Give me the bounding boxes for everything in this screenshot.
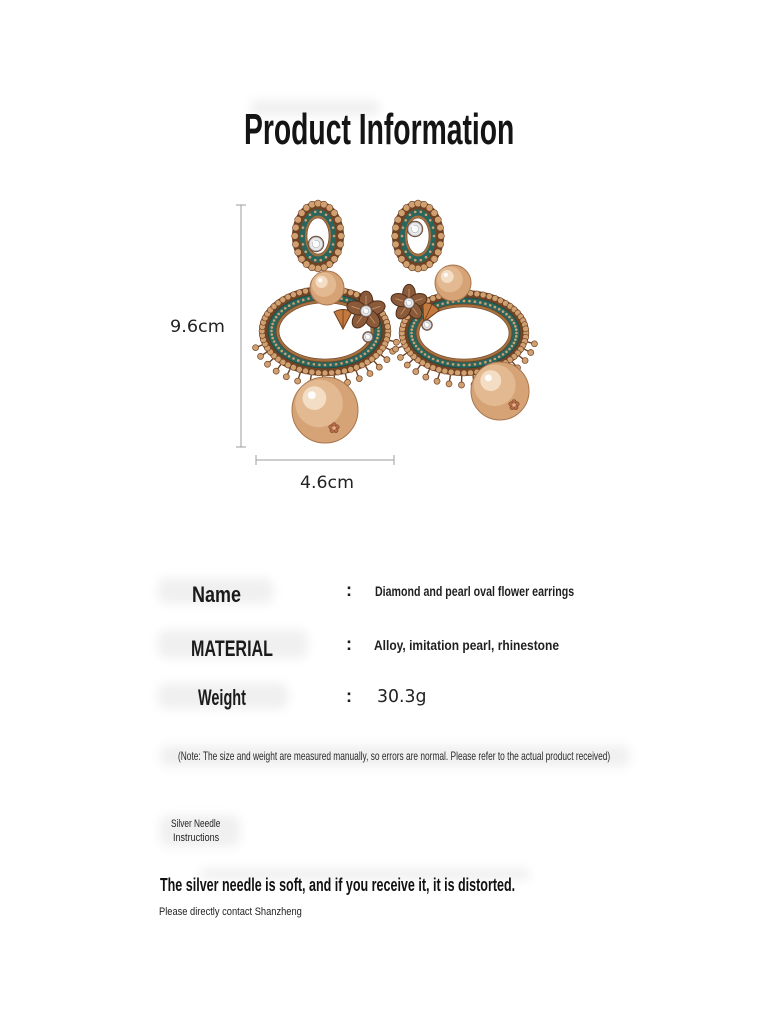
right-earring-hoop-dot: [502, 310, 505, 313]
spec-separator: :: [346, 579, 352, 600]
spec-label: Weight: [198, 685, 246, 711]
left-earring-hoop-fringe-bead: [384, 357, 390, 363]
right-earring-flower-crystal: [403, 297, 415, 309]
left-earring-hoop-dot: [288, 355, 291, 358]
left-earring-stud-bead: [315, 265, 322, 272]
left-earring-flower-crystal: [360, 305, 373, 318]
left-earring-stud-bead: [331, 210, 338, 217]
left-earring-hoop-fringe-bead: [376, 364, 382, 370]
page-title: Product Information: [244, 105, 515, 154]
right-earring-stud-dot: [419, 259, 422, 262]
right-earring-stud-bead: [421, 264, 428, 271]
left-earring-hoop-dot: [273, 319, 276, 322]
right-earring-stud-dot: [433, 235, 436, 238]
right-earring-hoop-dot: [463, 364, 466, 367]
left-earring-stud-dot: [332, 226, 335, 229]
right-earring-hoop-dot: [513, 342, 516, 345]
left-earring-hoop-dot: [377, 333, 380, 336]
right-earring-hoop-dot: [498, 355, 501, 358]
right-earring-stud-dot: [429, 219, 432, 222]
right-earring-hoop-dot: [479, 362, 482, 365]
left-earring-hoop-fringe-bead: [356, 376, 362, 382]
right-earring-rhinestone: [421, 319, 432, 330]
right-earring-hoop-dot: [515, 332, 518, 335]
left-earring-hoop-dot: [355, 357, 358, 360]
right-earring-stud: [392, 200, 445, 272]
left-earring-small-pearl: [310, 271, 344, 305]
spec-label: Name: [192, 582, 241, 608]
right-earring-stud-dot: [414, 211, 417, 214]
right-earring-stud-dot: [409, 256, 412, 259]
left-earring-rhinestone-sparkle: [366, 335, 368, 337]
left-earring-hoop-dot: [318, 364, 321, 367]
right-earring-stud-dot: [425, 213, 428, 216]
right-earring-rhinestone-sparkle: [425, 323, 427, 325]
right-earring-hoop-fringe-bead: [531, 341, 537, 347]
left-earring-hoop-dot: [277, 313, 280, 316]
right-earring-stud-dot: [404, 219, 407, 222]
left-earring-hoop-bead: [329, 370, 335, 376]
right-earring-hoop-fringe-bead: [404, 362, 410, 368]
right-earring-hoop-dot: [411, 325, 414, 328]
left-earring-stud-dot: [329, 219, 332, 222]
left-earring-hoop-dot: [284, 307, 287, 310]
right-earring-hoop-dot: [413, 322, 416, 325]
left-earring-stud-dot: [333, 235, 336, 238]
left-earring-stud-dot: [329, 250, 332, 253]
height-label: 9.6cm: [170, 317, 225, 337]
left-earring-stud-dot: [304, 250, 307, 253]
left-earring-big-pearl-highlight: [308, 391, 316, 399]
right-earring-hoop-dot: [515, 328, 518, 331]
right-earring-hoop-dot: [415, 345, 418, 348]
right-earring: [389, 200, 537, 420]
left-earring-hoop-fringe-bead: [393, 339, 399, 345]
left-earring-pearl-cap-center: [332, 426, 336, 430]
left-earring-hoop-bead: [303, 368, 309, 374]
left-earring-stud-bead: [337, 241, 344, 248]
right-earring-stud-bead: [415, 200, 422, 207]
right-earring-hoop-dot: [511, 345, 514, 348]
right-earring-hoop-dot: [463, 300, 466, 303]
right-earring-hoop-dot: [410, 335, 413, 338]
contact-text: Please directly contact Shanzheng: [159, 905, 302, 918]
right-earring-stud-dot: [432, 243, 435, 246]
left-earring-hoop-dot: [271, 337, 274, 340]
right-earring-hoop-fringe-bead: [522, 358, 528, 364]
right-earring-stud-dot: [419, 211, 422, 214]
right-earring-hoop-bead: [486, 293, 492, 299]
left-earring-stud-bead: [298, 256, 305, 263]
right-earring-stud-bead: [437, 224, 444, 231]
left-earring-hoop-bead: [315, 370, 321, 376]
left-earring-stud-bead: [338, 233, 345, 240]
right-earring-hoop-dot: [508, 316, 511, 319]
left-earring-stud-dot: [304, 219, 307, 222]
left-earring-hoop-dot: [275, 316, 278, 319]
right-earring-hoop-bead: [455, 370, 461, 376]
left-earring-hoop-dot: [329, 364, 332, 367]
spec-value: Diamond and pearl oval flower earrings: [375, 583, 575, 600]
right-earring-hoop-dot: [428, 355, 431, 358]
left-earring-hoop-bead: [335, 369, 341, 375]
spec-value: 30.3g: [377, 686, 427, 708]
right-earring-hoop-dot: [436, 304, 439, 307]
left-earring-small-pearl-highlight: [318, 278, 322, 282]
right-earring-hoop-dot: [484, 302, 487, 305]
left-earring-stud-bead: [295, 216, 302, 223]
left-earring-stud-bead: [292, 233, 299, 240]
right-earring-hoop-dot: [508, 348, 511, 351]
right-earring-hoop-dot: [411, 338, 414, 341]
spec-label: MATERIAL: [191, 636, 274, 662]
right-earring-hoop-fringe-bead: [458, 382, 464, 388]
left-earring-stud-dot: [325, 256, 328, 259]
left-earring-hoop-bead: [296, 290, 302, 296]
right-earring-hoop-bead: [436, 367, 442, 373]
left-earring-hoop-dot: [270, 326, 273, 329]
right-earring-hoop-dot: [494, 306, 497, 309]
left-earring-stud-crystal: [308, 236, 324, 252]
right-earring-stud-crystal: [407, 221, 423, 237]
right-earring-stud-dot: [402, 243, 405, 246]
left-earring-stud-dot: [309, 213, 312, 216]
left-earring-hoop-bead: [291, 364, 297, 370]
left-earring-hoop-fringe-bead: [258, 353, 264, 359]
right-earring-hoop-bead: [492, 295, 498, 301]
left-earring-stud-dot: [314, 211, 317, 214]
right-earring-hoop-dot: [479, 301, 482, 304]
left-earring-hoop-dot: [370, 347, 373, 350]
right-earring-stud-crystal-sparkle: [412, 225, 415, 228]
left-earring-hoop-dot: [340, 362, 343, 365]
right-earring-big-pearl: [471, 362, 529, 420]
right-earring-stud-bead: [392, 224, 399, 231]
left-earring-hoop-bead: [354, 292, 360, 298]
left-earring-stud-dot: [301, 235, 304, 238]
right-earring-hoop-fringe-bead: [446, 381, 452, 387]
left-earring-hoop-dot: [280, 350, 283, 353]
right-earring-stud-bead: [409, 201, 416, 208]
right-earring-hoop-dot: [474, 363, 477, 366]
height-dimension-line: [236, 205, 246, 447]
left-earring-hoop-bead: [303, 288, 309, 294]
right-earring-hoop-dot: [410, 332, 413, 335]
left-earring-stud-bead: [337, 224, 344, 231]
right-earring-hoop-bead: [430, 365, 436, 371]
left-earring-small-pearl-glow: [315, 276, 327, 288]
left-earring-hoop-dot: [270, 330, 273, 333]
left-earring-stud-dot: [314, 259, 317, 262]
left-earring-hoop-dot: [280, 310, 283, 313]
right-earring-hoop-bead: [442, 368, 448, 374]
left-earring-stud-bead: [292, 224, 299, 231]
left-earring-hoop-dot: [302, 361, 305, 364]
left-earring-hoop-bead: [291, 292, 297, 298]
right-earring-hoop-dot: [514, 338, 517, 341]
left-earring-hoop-fringe-bead: [283, 374, 289, 380]
right-earring-flower-crystal-sparkle: [407, 300, 409, 302]
right-earring-stud-dot: [409, 213, 412, 216]
silver-needle-title-line2: Instructions: [173, 831, 220, 844]
right-earring-stud-bead: [415, 265, 422, 272]
right-earring-hoop-dot: [474, 300, 477, 303]
right-earring-hoop-dot: [436, 359, 439, 362]
left-earring-hoop-dot: [270, 333, 273, 336]
right-earring-stud-dot: [432, 226, 435, 229]
right-earring-hoop-fringe-bead: [413, 369, 419, 375]
right-earring-hoop-dot: [484, 361, 487, 364]
right-earring-hoop-dot: [417, 348, 420, 351]
right-earring-small-pearl-glow: [441, 270, 454, 283]
left-earring-stud-bead: [315, 200, 322, 207]
left-earring-stud-bead: [292, 241, 299, 248]
right-earring-hoop-bead: [448, 369, 454, 375]
right-earring-stud-bead: [392, 233, 399, 240]
right-earring-stud-dot: [425, 256, 428, 259]
left-earring-stud-crystal-sparkle: [313, 240, 316, 243]
right-earring-stud-bead: [398, 256, 405, 263]
left-earring-hoop-fringe-bead: [295, 378, 301, 384]
left-earring-hoop-dot: [377, 330, 380, 333]
left-earring-hoop-dot: [297, 359, 300, 362]
right-earring-hoop-fringe-bead: [397, 354, 403, 360]
left-earring-stud-dot: [332, 243, 335, 246]
right-earring-stud-bead: [438, 233, 445, 240]
left-earring-hoop-bead: [359, 362, 365, 368]
left-earring-hoop-fringe-bead: [367, 371, 373, 377]
left-earring-hoop-dot: [335, 363, 338, 366]
width-dimension-line: [256, 455, 394, 465]
left-earring-stud-bead: [295, 249, 302, 256]
right-earring-hoop-fringe-bead: [434, 378, 440, 384]
left-earring-hoop-dot: [292, 357, 295, 360]
left-earring-hoop-bead: [341, 368, 347, 374]
right-earring-stud-bead: [395, 216, 402, 223]
left-earring-stud-dot: [309, 256, 312, 259]
right-earring-stud-bead: [435, 249, 442, 256]
left-earring-hoop-bead: [322, 370, 328, 376]
right-earring-hoop-dot: [457, 364, 460, 367]
left-earring-hoop-bead: [354, 364, 360, 370]
left-earring-hoop-dot: [345, 361, 348, 364]
right-earring-stud-bead: [392, 241, 399, 248]
earrings-image: [225, 195, 545, 470]
right-earring-hoop-dot: [441, 361, 444, 364]
right-earring-hoop-bead: [523, 326, 529, 332]
right-earring-hoop-bead: [430, 295, 436, 301]
right-earring-stud-bead: [437, 241, 444, 248]
left-earring-hoop-dot: [350, 359, 353, 362]
left-earring-hoop-dot: [324, 364, 327, 367]
right-earring-big-pearl-highlight: [485, 374, 492, 381]
right-earring-hoop-fringe-bead: [528, 349, 534, 355]
right-earring-stud-bead: [431, 210, 438, 217]
right-earring-hoop-dot: [446, 301, 449, 304]
left-earring-hoop-fringe-bead: [273, 368, 279, 374]
right-earring-hoop-dot: [515, 335, 518, 338]
left-earring-hoop-dot: [363, 352, 366, 355]
left-earring-hoop-bead: [296, 366, 302, 372]
right-earring-hoop-dot: [511, 319, 514, 322]
silver-needle-text: The silver needle is soft, and if you receive it, it is distorted.: [160, 875, 516, 896]
left-earring-hoop-dot: [271, 323, 274, 326]
left-earring-hoop-bead: [348, 366, 354, 372]
left-earring-hoop-bead: [385, 324, 391, 330]
right-earring-hoop-dot: [489, 359, 492, 362]
right-earring-hoop-bead: [474, 291, 480, 297]
left-earring-flower-crystal-sparkle: [363, 308, 365, 310]
left-earring: [253, 200, 400, 443]
right-earring-hoop-dot: [513, 322, 516, 325]
right-earring-hoop-fringe-bead: [423, 374, 429, 380]
left-earring-hoop-dot: [288, 304, 291, 307]
right-earring-hoop-dot: [514, 325, 517, 328]
left-earring-stud-dot: [319, 211, 322, 214]
right-earring-hoop-bead: [467, 370, 473, 376]
width-label: 4.6cm: [300, 473, 354, 493]
left-earring-hoop-dot: [376, 337, 379, 340]
right-earring-hoop-dot: [410, 328, 413, 331]
left-earring-hoop-fringe-bead: [264, 361, 270, 367]
left-earring-hoop-dot: [273, 340, 276, 343]
left-earring-hoop-fringe-bead: [253, 345, 259, 351]
right-earring-hoop-dot: [468, 300, 471, 303]
left-earring-hoop-dot: [297, 300, 300, 303]
left-earring-stud-dot: [319, 259, 322, 262]
right-earring-hoop-fringe-bead: [393, 346, 399, 352]
left-earring-hoop-dot: [313, 363, 316, 366]
left-earring-stud-dot: [325, 213, 328, 216]
right-earring-hoop-dot: [452, 363, 455, 366]
left-earring-big-pearl: [292, 377, 358, 443]
right-earring-stud-dot: [402, 226, 405, 229]
right-earring-hoop-dot: [505, 351, 508, 354]
spec-value: Alloy, imitation pearl, rhinestone: [374, 637, 560, 654]
left-earring-hoop-dot: [375, 340, 378, 343]
right-earring-hoop-dot: [498, 308, 501, 311]
right-earring-pearl-cap-center: [512, 403, 516, 407]
right-earring-stud-dot: [404, 250, 407, 253]
right-earring-stud-dot: [401, 235, 404, 238]
right-earring-hoop-dot: [502, 353, 505, 356]
right-earring-hoop-bead: [480, 292, 486, 298]
left-earring-hoop-bead: [285, 294, 291, 300]
right-earring-hoop-dot: [432, 358, 435, 361]
right-earring-hoop-dot: [441, 302, 444, 305]
silver-needle-title-line1: Silver Needle: [171, 817, 221, 830]
left-earring-stud-bead: [335, 249, 342, 256]
left-earring-hoop-dot: [360, 355, 363, 358]
right-earring-hoop-dot: [413, 342, 416, 345]
right-earring-hoop-dot: [424, 353, 427, 356]
left-earring-hoop-dot: [307, 297, 310, 300]
left-earring-hoop-dot: [277, 347, 280, 350]
left-earring-hoop-bead: [309, 369, 315, 375]
right-earring-hoop-dot: [489, 304, 492, 307]
right-earring-stud-dot: [414, 259, 417, 262]
left-earring-stud-bead: [309, 201, 316, 208]
left-earring-stud-dot: [302, 243, 305, 246]
left-earring-hoop-dot: [302, 299, 305, 302]
left-earring-stud-dot: [302, 226, 305, 229]
left-earring-hoop-dot: [367, 350, 370, 353]
left-earring-hoop-dot: [275, 344, 278, 347]
left-earring-rhinestone: [362, 331, 373, 342]
left-earring-hoop-dot: [373, 344, 376, 347]
right-earring-hoop-dot: [446, 362, 449, 365]
right-earring-big-pearl-glow: [480, 370, 501, 391]
left-earring-hoop-dot: [307, 362, 310, 365]
right-earring-hoop-dot: [468, 364, 471, 367]
spec-separator: :: [346, 633, 352, 654]
right-earring-hoop-dot: [420, 351, 423, 354]
right-earring-hoop-dot: [505, 313, 508, 316]
right-earring-stud-bead: [395, 249, 402, 256]
spec-separator: :: [346, 685, 352, 706]
measurement-note: (Note: The size and weight are measured manually, so errors are normal. Please refer to the actual product received): [178, 749, 611, 764]
left-earring-stud: [292, 200, 345, 272]
right-earring-hoop-dot: [494, 358, 497, 361]
left-earring-stud-bead: [335, 216, 342, 223]
right-earring-hoop-bead: [461, 370, 467, 376]
left-earring-hoop-dot: [345, 299, 348, 302]
left-earring-hoop-bead: [348, 290, 354, 296]
right-earring-small-pearl-highlight: [444, 273, 448, 277]
right-earring-stud-bead: [435, 216, 442, 223]
left-earring-hoop-dot: [284, 352, 287, 355]
right-earring-stud-dot: [429, 250, 432, 253]
right-earring-small-pearl: [435, 265, 471, 301]
left-earring-hoop-dot: [292, 302, 295, 305]
left-earring-big-pearl-glow: [303, 386, 327, 410]
left-earring-stud-bead: [321, 264, 328, 271]
